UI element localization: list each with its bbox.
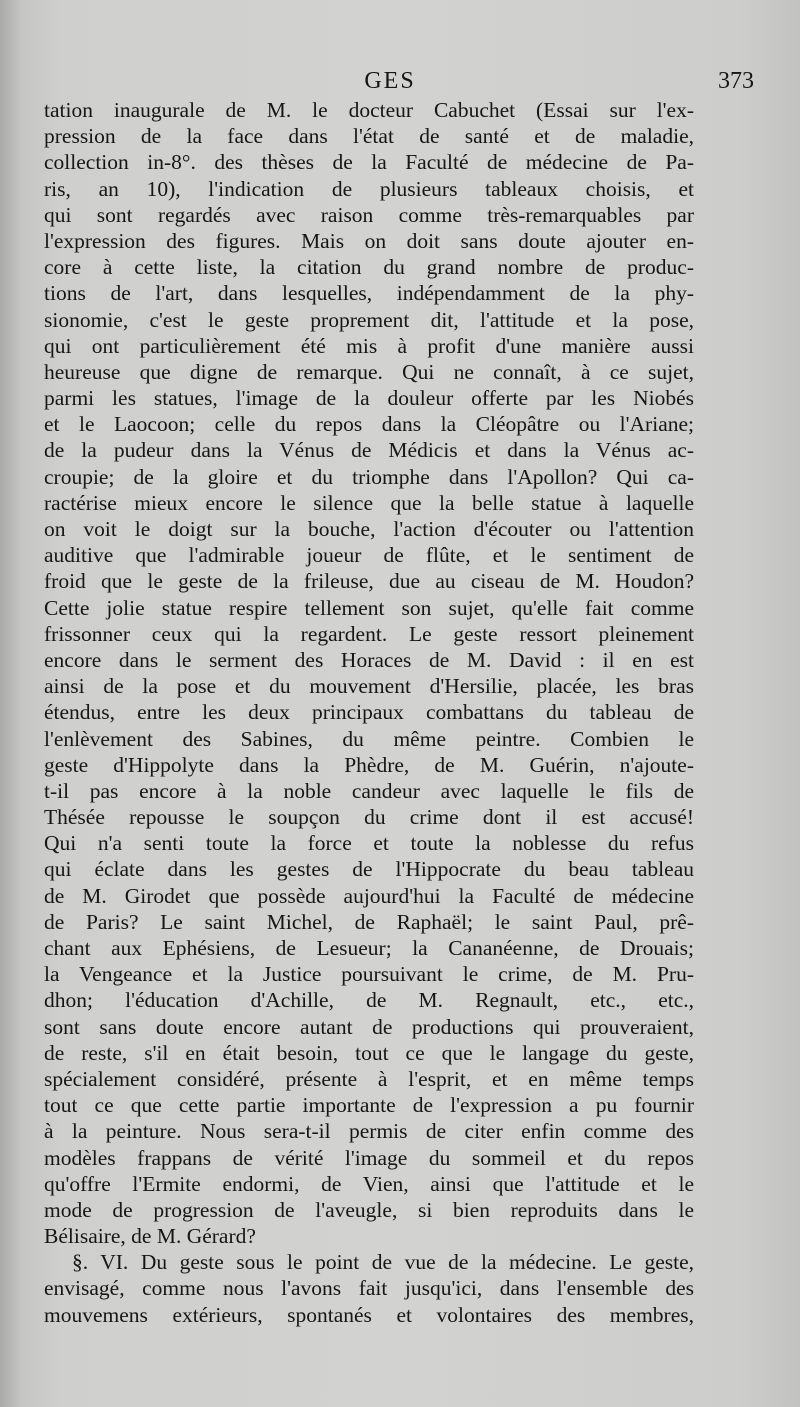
text-line: on voit le doigt sur la bouche, l'action d'écouter ou l'attention [44,517,694,541]
text-line: de Paris? Le saint Michel, de Raphaël; le saint Paul, prê- [44,909,694,934]
text-line: Qui n'a senti toute la force et toute la noblesse du refus [44,831,694,856]
text-line: ris, an 10), l'indication de plusieurs tableaux choisis, et [44,176,694,201]
text-line: étendus, entre les deux principaux combattans du tableau de [44,700,694,725]
text-line: qui ont particulièrement été mis à profit d'une manière aussi [44,333,694,358]
running-head: GES [364,68,416,94]
text-line: encore dans le serment des Horaces de M. David : il en est [44,647,694,672]
text-line: sionomie, c'est le geste proprement dit, l'attitude et la pose, [44,307,694,332]
text-line: t-il pas encore à la noble candeur avec laquelle le fils de [44,778,694,803]
text-line: dhon; l'éducation d'Achille, de M. Regnault, etc., etc., [44,988,694,1013]
text-line: ainsi de la pose et du mouvement d'Hersilie, placée, les bras [44,674,694,699]
text-line: mouvemens extérieurs, spontanés et volontaires des membres, [44,1302,694,1327]
page-number: 373 [718,68,754,94]
text-line: l'enlèvement des Sabines, du même peintre. Combien le [44,726,694,751]
text-line: geste d'Hippolyte dans la Phèdre, de M. Guérin, n'ajoute- [44,752,694,777]
text-line: croupie; de la gloire et du triomphe dans l'Apollon? Qui ca- [44,464,694,489]
text-line: Bélisaire, de M. Gérard? [44,1224,256,1249]
text-line: Cette jolie statue respire tellement son sujet, qu'elle fait comme [44,595,694,620]
text-line: core à cette liste, la citation du grand nombre de produc- [44,255,694,280]
text-line: qui éclate dans les gestes de l'Hippocrate du beau tableau [44,857,694,882]
text-line: et le Laocoon; celle du repos dans la Cléopâtre ou l'Ariane; [44,412,694,437]
text-line: collection in-8°. des thèses de la Faculté de médecine de Pa- [44,150,694,175]
text-line: modèles frappans de vérité l'image du sommeil et du repos [44,1145,694,1170]
text-line: sont sans doute encore autant de productions qui prouveraient, [44,1014,694,1039]
text-line: qu'offre l'Ermite endormi, de Vien, ainsi que l'attitude et le [44,1171,694,1196]
text-line: chant aux Ephésiens, de Lesueur; la Cananéenne, de Drouais; [44,936,694,960]
text-line: de reste, s'il en était besoin, tout ce que le langage du geste, [44,1040,694,1065]
text-line: de la pudeur dans la Vénus de Médicis et dans la Vénus ac- [44,438,694,463]
text-line: qui sont regardés avec raison comme très-remarquables par [44,202,694,227]
text-line: frissonner ceux qui la regardent. Le geste ressort pleinement [44,621,694,646]
text-line: tation inaugurale de M. le docteur Cabuchet (Essai sur l'ex- [44,98,694,122]
text-line: tions de l'art, dans lesquelles, indépendamment de la phy- [44,281,694,306]
text-line: l'expression des figures. Mais on doit sans doute ajouter en- [44,228,694,253]
text-line: à la peinture. Nous sera-t-il permis de citer enfin comme des [44,1119,694,1144]
section-heading-line: §. VI. Du geste sous le point de vue de la médecine. Le geste, [72,1250,694,1275]
text-line: heureuse que digne de remarque. Qui ne connaît, à ce sujet, [44,359,694,384]
text-line: Thésée repousse le soupçon du crime dont il est accusé! [44,805,694,830]
text-line: mode de progression de l'aveugle, si bien reproduits dans le [44,1197,694,1222]
text-line: envisagé, comme nous l'avons fait jusqu'ici, dans l'ensemble des [44,1276,694,1301]
page-body [44,97,694,1328]
text-line: ractérise mieux encore le silence que la belle statue à laquelle [44,490,694,515]
text-line: pression de la face dans l'état de santé et de maladie, [44,124,694,149]
text-line: tout ce que cette partie importante de l'expression a pu fournir [44,1093,694,1118]
text-line: parmi les statues, l'image de la douleur offerte par les Niobés [44,386,694,411]
text-line: froid que le geste de la frileuse, due au ciseau de M. Houdon? [44,569,694,594]
text-line: auditive que l'admirable joueur de flûte, et le sentiment de [44,543,694,568]
text-line: de M. Girodet que possède aujourd'hui la Faculté de médecine [44,883,694,908]
text-line: spécialement considéré, présente à l'esprit, et en même temps [44,1066,694,1091]
text-line: la Vengeance et la Justice poursuivant le crime, de M. Pru- [44,962,694,987]
